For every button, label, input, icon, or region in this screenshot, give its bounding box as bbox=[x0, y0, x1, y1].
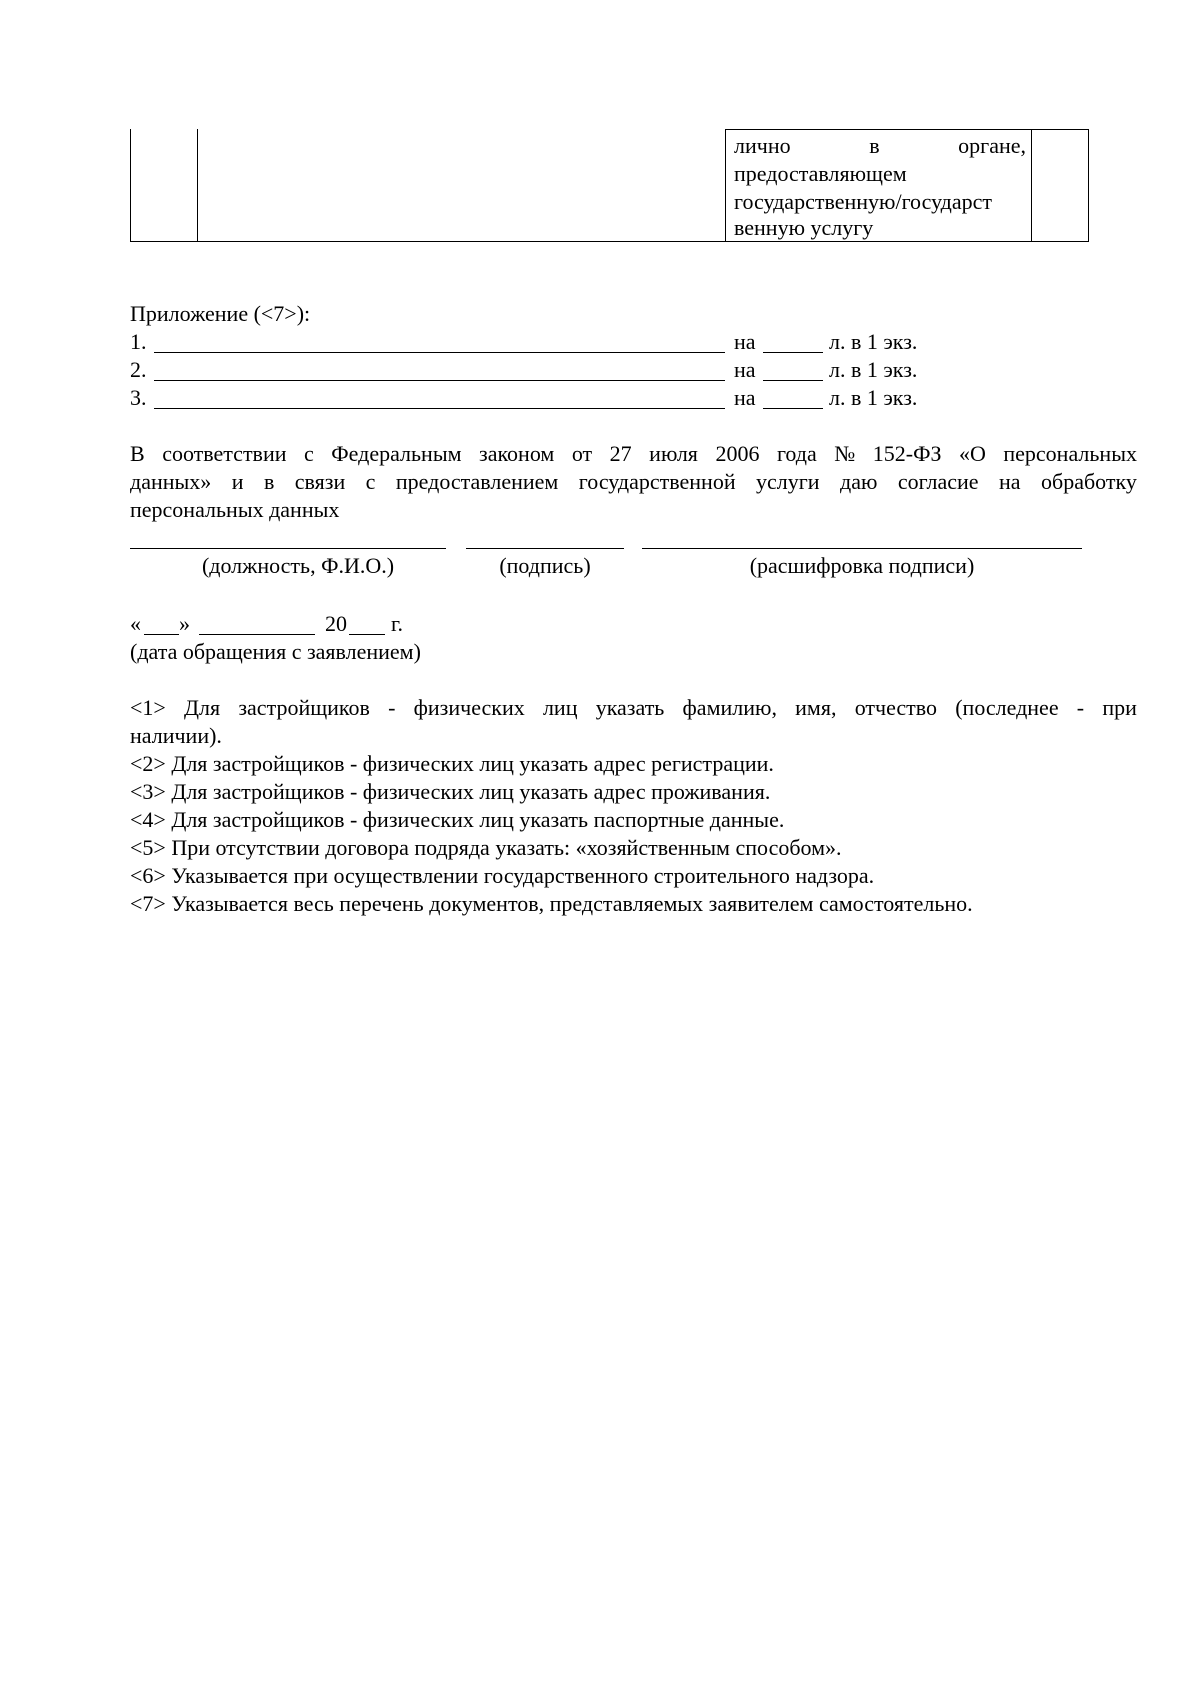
table-border-left bbox=[130, 129, 131, 241]
footnote-4: <4> Для застройщиков - физических лиц указать паспортные данные. bbox=[130, 807, 785, 832]
attachments-heading: Приложение (<7>): bbox=[130, 301, 311, 326]
date-day-blank bbox=[144, 634, 179, 635]
attachment-item-number: 2. bbox=[130, 357, 147, 382]
table-column-divider bbox=[197, 129, 198, 241]
position-name-blank bbox=[130, 548, 446, 549]
footnote-7: <7> Указывается весь перечень документов, представляемых заявителем самостоятельно. bbox=[130, 891, 973, 916]
date-year-prefix: 20 bbox=[325, 611, 347, 636]
cell-word: лично bbox=[734, 133, 791, 158]
attachment-pages-blank bbox=[763, 380, 823, 381]
attachment-item-tail: л. в 1 экз. bbox=[829, 329, 918, 354]
cell-line-4: венную услугу bbox=[734, 215, 874, 240]
consent-line-3: персональных данных bbox=[130, 497, 340, 522]
date-open-quote: « bbox=[130, 611, 141, 636]
attachment-item-tail: л. в 1 экз. bbox=[829, 385, 918, 410]
attachment-pages-blank bbox=[763, 408, 823, 409]
position-name-caption: (должность, Ф.И.О.) bbox=[201, 553, 395, 578]
footnote-2: <2> Для застройщиков - физических лиц указать адрес регистрации. bbox=[130, 751, 774, 776]
consent-line-2: данных» и в связи с предоставлением государственной услуги даю согласие на обработку bbox=[130, 469, 1137, 494]
cell-line-1 bbox=[734, 132, 1026, 160]
attachment-item-na: на bbox=[734, 329, 756, 354]
attachment-item-blank bbox=[154, 352, 725, 353]
attachment-item-na: на bbox=[734, 385, 756, 410]
date-month-blank bbox=[199, 634, 315, 635]
cell-line-3: государственную/государст bbox=[734, 189, 993, 214]
footnote-1: <1> Для застройщиков - физических лиц указать фамилию, имя, отчество (последнее - при bbox=[130, 695, 1137, 720]
attachment-item-blank bbox=[154, 408, 725, 409]
cell-line-2: предоставляющем bbox=[734, 161, 907, 186]
footnote-1-continued: наличии). bbox=[130, 723, 222, 748]
attachment-item-tail: л. в 1 экз. bbox=[829, 357, 918, 382]
attachment-item-blank bbox=[154, 380, 725, 381]
signature-decoding-blank bbox=[642, 548, 1082, 549]
date-caption: (дата обращения с заявлением) bbox=[130, 639, 421, 664]
date-year-blank bbox=[349, 634, 385, 635]
signature-blank bbox=[466, 548, 624, 549]
application-table-fragment bbox=[130, 129, 1089, 242]
cell-word: органе, bbox=[958, 133, 1026, 158]
consent-line-1: В соответствии с Федеральным законом от 27 июля 2006 года № 152-ФЗ «О персональных bbox=[130, 441, 1137, 466]
date-year-suffix: г. bbox=[391, 611, 404, 636]
signature-caption: (подпись) bbox=[499, 553, 591, 578]
checkbox-cell bbox=[1031, 129, 1089, 242]
signature-decoding-caption: (расшифровка подписи) bbox=[749, 553, 975, 578]
attachment-item-number: 1. bbox=[130, 329, 147, 354]
attachment-item-number: 3. bbox=[130, 385, 147, 410]
attachment-item-na: на bbox=[734, 357, 756, 382]
cell-word: в bbox=[869, 133, 880, 158]
delivery-method-cell bbox=[725, 129, 1031, 242]
footnote-6: <6> Указывается при осуществлении государственного строительного надзора. bbox=[130, 863, 875, 888]
footnote-3: <3> Для застройщиков - физических лиц указать адрес проживания. bbox=[130, 779, 771, 804]
attachment-pages-blank bbox=[763, 352, 823, 353]
date-close-quote: » bbox=[179, 611, 190, 636]
footnote-5: <5> При отсутствии договора подряда указать: «хозяйственным способом». bbox=[130, 835, 842, 860]
